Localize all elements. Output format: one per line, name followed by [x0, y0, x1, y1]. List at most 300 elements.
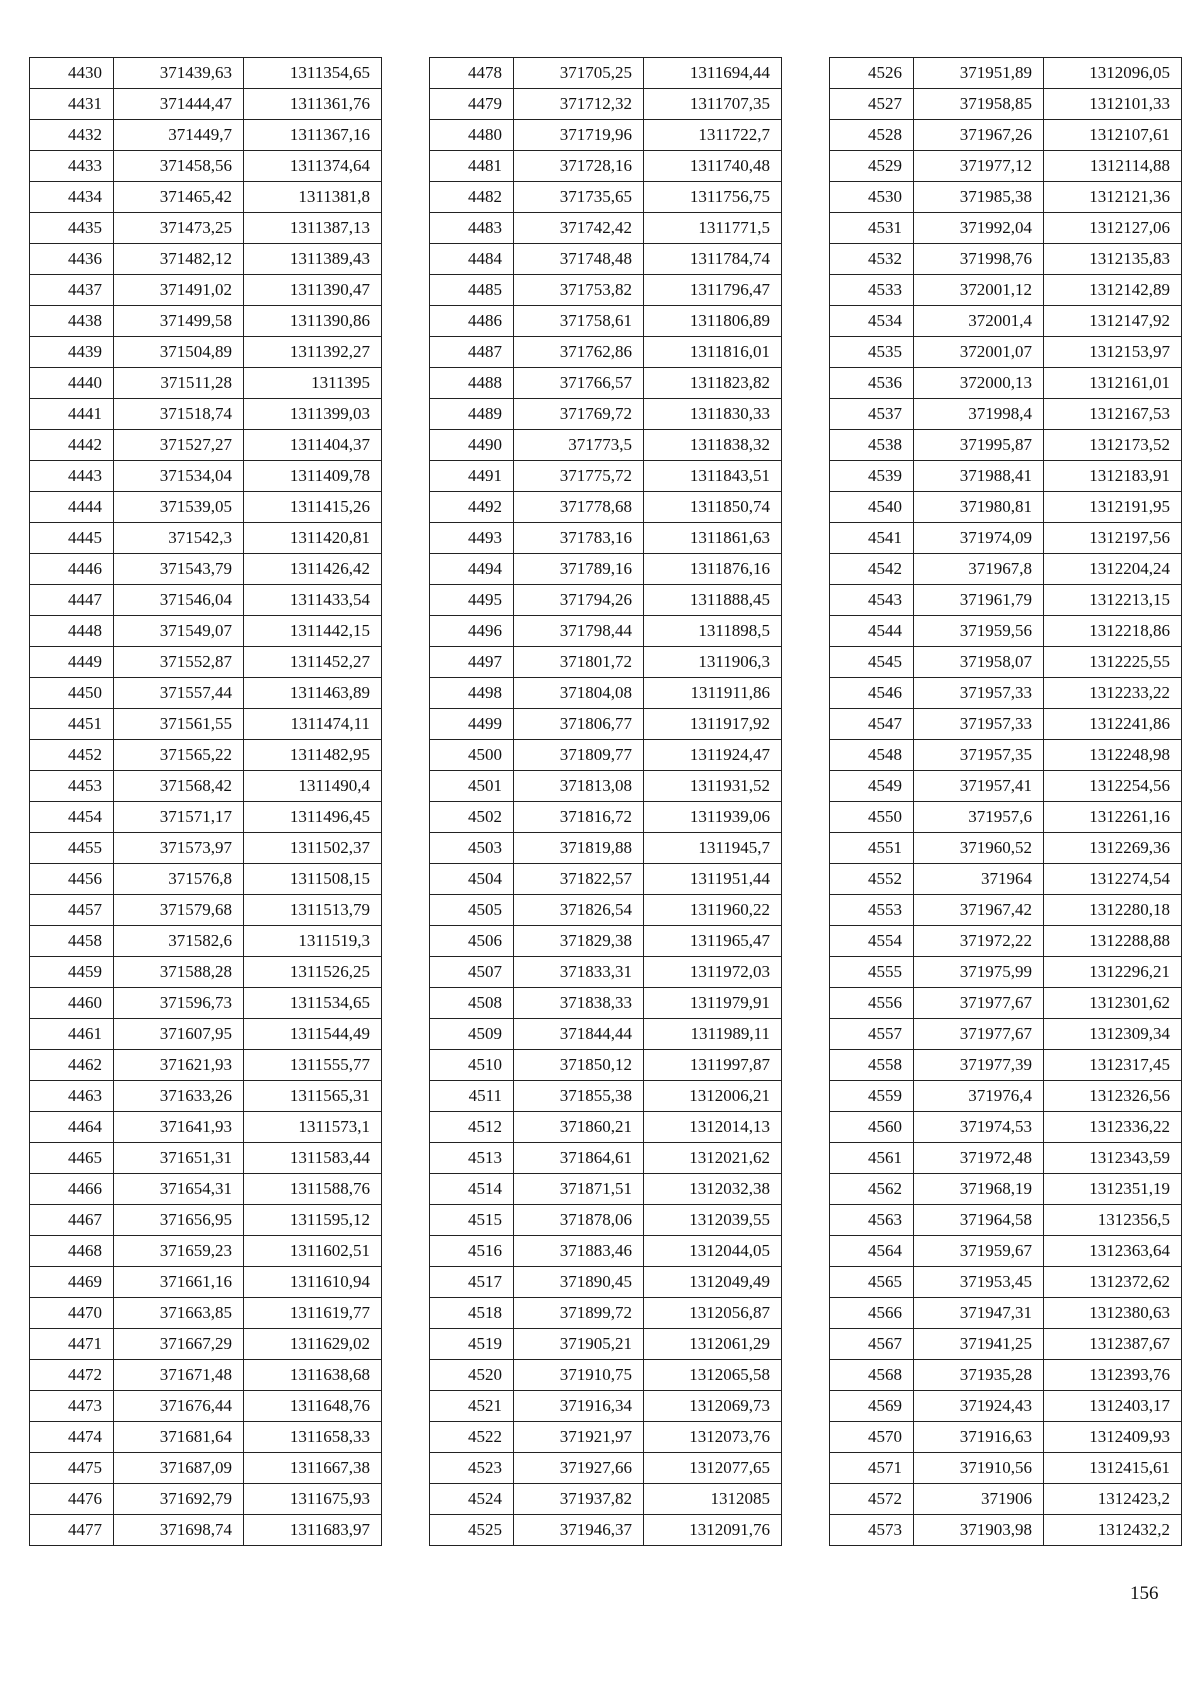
y-coordinate-cell: 1311850,74	[644, 492, 782, 523]
table-row	[430, 1205, 782, 1236]
table-row	[830, 1329, 1182, 1360]
y-coordinate-cell: 1312393,76	[1044, 1360, 1182, 1391]
table-row	[830, 926, 1182, 957]
y-coordinate-cell: 1311420,81	[244, 523, 382, 554]
x-coordinate-cell: 371968,19	[914, 1174, 1044, 1205]
y-coordinate-cell: 1311354,65	[244, 58, 382, 89]
point-number-cell: 4443	[30, 461, 114, 492]
y-coordinate-cell: 1311972,03	[644, 957, 782, 988]
y-coordinate-cell: 1311387,13	[244, 213, 382, 244]
point-number-cell: 4493	[430, 523, 514, 554]
y-coordinate-cell: 1311911,86	[644, 678, 782, 709]
x-coordinate-cell: 371899,72	[514, 1298, 644, 1329]
table-row	[30, 523, 382, 554]
x-coordinate-cell: 372001,07	[914, 337, 1044, 368]
x-coordinate-cell: 371903,98	[914, 1515, 1044, 1546]
table-row	[430, 1422, 782, 1453]
point-number-cell: 4447	[30, 585, 114, 616]
point-number-cell: 4498	[430, 678, 514, 709]
point-number-cell: 4555	[830, 957, 914, 988]
table-row	[30, 1391, 382, 1422]
point-number-cell: 4487	[430, 337, 514, 368]
table-row	[30, 802, 382, 833]
table-row	[30, 1298, 382, 1329]
x-coordinate-cell: 371728,16	[514, 151, 644, 182]
y-coordinate-cell: 1311482,95	[244, 740, 382, 771]
y-coordinate-cell: 1311610,94	[244, 1267, 382, 1298]
table-row	[30, 337, 382, 368]
table-row	[430, 244, 782, 275]
x-coordinate-cell: 371549,07	[114, 616, 244, 647]
table-row	[430, 461, 782, 492]
y-coordinate-cell: 1311945,7	[644, 833, 782, 864]
table-row	[830, 1484, 1182, 1515]
point-number-cell: 4496	[430, 616, 514, 647]
table-row	[30, 740, 382, 771]
x-coordinate-cell: 371552,87	[114, 647, 244, 678]
point-number-cell: 4511	[430, 1081, 514, 1112]
table-row	[830, 1453, 1182, 1484]
table-row	[830, 306, 1182, 337]
table-row	[830, 492, 1182, 523]
table-row	[430, 1174, 782, 1205]
table-row	[430, 709, 782, 740]
y-coordinate-cell: 1311675,93	[244, 1484, 382, 1515]
x-coordinate-cell: 371916,34	[514, 1391, 644, 1422]
y-coordinate-cell: 1312274,54	[1044, 864, 1182, 895]
y-coordinate-cell: 1312296,21	[1044, 957, 1182, 988]
y-coordinate-cell: 1312021,62	[644, 1143, 782, 1174]
y-coordinate-cell: 1311816,01	[644, 337, 782, 368]
point-number-cell: 4566	[830, 1298, 914, 1329]
point-number-cell: 4514	[430, 1174, 514, 1205]
y-coordinate-cell: 1312415,61	[1044, 1453, 1182, 1484]
x-coordinate-cell: 371822,57	[514, 864, 644, 895]
y-coordinate-cell: 1312317,45	[1044, 1050, 1182, 1081]
table-row	[30, 926, 382, 957]
x-coordinate-cell: 371681,64	[114, 1422, 244, 1453]
x-coordinate-cell: 371801,72	[514, 647, 644, 678]
point-number-cell: 4565	[830, 1267, 914, 1298]
point-number-cell: 4462	[30, 1050, 114, 1081]
x-coordinate-cell: 371769,72	[514, 399, 644, 430]
point-number-cell: 4497	[430, 647, 514, 678]
point-number-cell: 4438	[30, 306, 114, 337]
point-number-cell: 4459	[30, 957, 114, 988]
y-coordinate-cell: 1311619,77	[244, 1298, 382, 1329]
x-coordinate-cell: 371833,31	[514, 957, 644, 988]
point-number-cell: 4471	[30, 1329, 114, 1360]
x-coordinate-cell: 371974,09	[914, 523, 1044, 554]
y-coordinate-cell: 1311906,3	[644, 647, 782, 678]
y-coordinate-cell: 1311939,06	[644, 802, 782, 833]
x-coordinate-cell: 371946,37	[514, 1515, 644, 1546]
x-coordinate-cell: 371974,53	[914, 1112, 1044, 1143]
point-number-cell: 4467	[30, 1205, 114, 1236]
table-row	[830, 1267, 1182, 1298]
point-number-cell: 4507	[430, 957, 514, 988]
x-coordinate-cell: 371449,7	[114, 120, 244, 151]
x-coordinate-cell: 371641,93	[114, 1112, 244, 1143]
point-number-cell: 4452	[30, 740, 114, 771]
table-row	[830, 1143, 1182, 1174]
x-coordinate-cell: 371958,07	[914, 647, 1044, 678]
table-row	[830, 430, 1182, 461]
y-coordinate-cell: 1311474,11	[244, 709, 382, 740]
point-number-cell: 4450	[30, 678, 114, 709]
x-coordinate-cell: 371656,95	[114, 1205, 244, 1236]
y-coordinate-cell: 1311796,47	[644, 275, 782, 306]
y-coordinate-cell: 1312049,49	[644, 1267, 782, 1298]
table-row	[830, 833, 1182, 864]
table-row	[30, 58, 382, 89]
table-row	[830, 1360, 1182, 1391]
y-coordinate-cell: 1311989,11	[644, 1019, 782, 1050]
x-coordinate-cell: 371579,68	[114, 895, 244, 926]
y-coordinate-cell: 1312107,61	[1044, 120, 1182, 151]
point-number-cell: 4529	[830, 151, 914, 182]
point-number-cell: 4454	[30, 802, 114, 833]
point-number-cell: 4439	[30, 337, 114, 368]
table-row	[830, 957, 1182, 988]
table-row	[30, 616, 382, 647]
table-row	[830, 399, 1182, 430]
x-coordinate-cell: 371607,95	[114, 1019, 244, 1050]
table-row	[830, 1019, 1182, 1050]
x-coordinate-cell: 371826,54	[514, 895, 644, 926]
y-coordinate-cell: 1311965,47	[644, 926, 782, 957]
x-coordinate-cell: 371967,26	[914, 120, 1044, 151]
table-row	[30, 1019, 382, 1050]
y-coordinate-cell: 1312065,58	[644, 1360, 782, 1391]
y-coordinate-cell: 1311490,4	[244, 771, 382, 802]
x-coordinate-cell: 371789,16	[514, 554, 644, 585]
table-row	[830, 678, 1182, 709]
y-coordinate-cell: 1312127,06	[1044, 213, 1182, 244]
point-number-cell: 4524	[430, 1484, 514, 1515]
y-coordinate-cell: 1312225,55	[1044, 647, 1182, 678]
table-row	[430, 833, 782, 864]
table-row	[30, 771, 382, 802]
point-number-cell: 4557	[830, 1019, 914, 1050]
y-coordinate-cell: 1312343,59	[1044, 1143, 1182, 1174]
point-number-cell: 4509	[430, 1019, 514, 1050]
table-row	[430, 1298, 782, 1329]
point-number-cell: 4475	[30, 1453, 114, 1484]
y-coordinate-cell: 1312403,17	[1044, 1391, 1182, 1422]
y-coordinate-cell: 1311426,42	[244, 554, 382, 585]
x-coordinate-cell: 371596,73	[114, 988, 244, 1019]
table-row	[430, 399, 782, 430]
table-row	[830, 1298, 1182, 1329]
point-number-cell: 4484	[430, 244, 514, 275]
y-coordinate-cell: 1311667,38	[244, 1453, 382, 1484]
point-number-cell: 4535	[830, 337, 914, 368]
table-row	[30, 1267, 382, 1298]
table-row	[430, 1050, 782, 1081]
y-coordinate-cell: 1312423,2	[1044, 1484, 1182, 1515]
y-coordinate-cell: 1312254,56	[1044, 771, 1182, 802]
x-coordinate-cell: 371924,43	[914, 1391, 1044, 1422]
table-row	[830, 988, 1182, 1019]
point-number-cell: 4481	[430, 151, 514, 182]
y-coordinate-cell: 1312077,65	[644, 1453, 782, 1484]
table-row	[430, 368, 782, 399]
x-coordinate-cell: 371937,82	[514, 1484, 644, 1515]
x-coordinate-cell: 371667,29	[114, 1329, 244, 1360]
table-row	[430, 895, 782, 926]
x-coordinate-cell: 371473,25	[114, 213, 244, 244]
point-number-cell: 4538	[830, 430, 914, 461]
point-number-cell: 4486	[430, 306, 514, 337]
table-row	[830, 616, 1182, 647]
y-coordinate-cell: 1311861,63	[644, 523, 782, 554]
table-row	[30, 554, 382, 585]
point-number-cell: 4571	[830, 1453, 914, 1484]
point-number-cell: 4477	[30, 1515, 114, 1546]
point-number-cell: 4547	[830, 709, 914, 740]
x-coordinate-cell: 371947,31	[914, 1298, 1044, 1329]
table-row	[30, 461, 382, 492]
x-coordinate-cell: 371910,75	[514, 1360, 644, 1391]
table-row	[430, 523, 782, 554]
point-number-cell: 4515	[430, 1205, 514, 1236]
table-row	[830, 895, 1182, 926]
y-coordinate-cell: 1311415,26	[244, 492, 382, 523]
table-row	[430, 1515, 782, 1546]
x-coordinate-cell: 371568,42	[114, 771, 244, 802]
x-coordinate-cell: 371543,79	[114, 554, 244, 585]
x-coordinate-cell: 372001,4	[914, 306, 1044, 337]
y-coordinate-cell: 1311583,44	[244, 1143, 382, 1174]
x-coordinate-cell: 371921,97	[514, 1422, 644, 1453]
y-coordinate-cell: 1312191,95	[1044, 492, 1182, 523]
table-row	[830, 647, 1182, 678]
table-row	[430, 585, 782, 616]
x-coordinate-cell: 371819,88	[514, 833, 644, 864]
x-coordinate-cell: 371748,48	[514, 244, 644, 275]
y-coordinate-cell: 1312114,88	[1044, 151, 1182, 182]
x-coordinate-cell: 371798,44	[514, 616, 644, 647]
y-coordinate-cell: 1311463,89	[244, 678, 382, 709]
y-coordinate-cell: 1312073,76	[644, 1422, 782, 1453]
x-coordinate-cell: 371712,32	[514, 89, 644, 120]
point-number-cell: 4474	[30, 1422, 114, 1453]
table-row	[430, 864, 782, 895]
point-number-cell: 4465	[30, 1143, 114, 1174]
point-number-cell: 4436	[30, 244, 114, 275]
x-coordinate-cell: 371951,89	[914, 58, 1044, 89]
x-coordinate-cell: 371910,56	[914, 1453, 1044, 1484]
x-coordinate-cell: 371906	[914, 1484, 1044, 1515]
x-coordinate-cell: 371654,31	[114, 1174, 244, 1205]
x-coordinate-cell: 371967,8	[914, 554, 1044, 585]
y-coordinate-cell: 1311409,78	[244, 461, 382, 492]
table-row	[830, 1515, 1182, 1546]
y-coordinate-cell: 1311823,82	[644, 368, 782, 399]
y-coordinate-cell: 1311374,64	[244, 151, 382, 182]
point-number-cell: 4485	[430, 275, 514, 306]
table-row	[430, 151, 782, 182]
point-number-cell: 4564	[830, 1236, 914, 1267]
x-coordinate-cell: 371504,89	[114, 337, 244, 368]
x-coordinate-cell: 371977,12	[914, 151, 1044, 182]
x-coordinate-cell: 371439,63	[114, 58, 244, 89]
y-coordinate-cell: 1312061,29	[644, 1329, 782, 1360]
table-row	[430, 306, 782, 337]
point-number-cell: 4534	[830, 306, 914, 337]
table-row	[830, 120, 1182, 151]
x-coordinate-cell: 371518,74	[114, 399, 244, 430]
x-coordinate-cell: 371878,06	[514, 1205, 644, 1236]
point-number-cell: 4499	[430, 709, 514, 740]
x-coordinate-cell: 371959,67	[914, 1236, 1044, 1267]
y-coordinate-cell: 1312204,24	[1044, 554, 1182, 585]
y-coordinate-cell: 1311392,27	[244, 337, 382, 368]
table-row	[30, 430, 382, 461]
x-coordinate-cell: 371988,41	[914, 461, 1044, 492]
y-coordinate-cell: 1312039,55	[644, 1205, 782, 1236]
table-row	[30, 833, 382, 864]
point-number-cell: 4455	[30, 833, 114, 864]
y-coordinate-cell: 1311602,51	[244, 1236, 382, 1267]
table-row	[30, 1484, 382, 1515]
x-coordinate-cell: 371687,09	[114, 1453, 244, 1484]
x-coordinate-cell: 371794,26	[514, 585, 644, 616]
y-coordinate-cell: 1312326,56	[1044, 1081, 1182, 1112]
x-coordinate-cell: 371975,99	[914, 957, 1044, 988]
x-coordinate-cell: 371565,22	[114, 740, 244, 771]
table-row	[430, 1391, 782, 1422]
table-row	[830, 244, 1182, 275]
y-coordinate-cell: 1311496,45	[244, 802, 382, 833]
point-number-cell: 4446	[30, 554, 114, 585]
y-coordinate-cell: 1312372,62	[1044, 1267, 1182, 1298]
point-number-cell: 4558	[830, 1050, 914, 1081]
point-number-cell: 4434	[30, 182, 114, 213]
x-coordinate-cell: 371663,85	[114, 1298, 244, 1329]
point-number-cell: 4567	[830, 1329, 914, 1360]
point-number-cell: 4518	[430, 1298, 514, 1329]
x-coordinate-cell: 371783,16	[514, 523, 644, 554]
point-number-cell: 4527	[830, 89, 914, 120]
y-coordinate-cell: 1311917,92	[644, 709, 782, 740]
point-number-cell: 4553	[830, 895, 914, 926]
x-coordinate-cell: 371705,25	[514, 58, 644, 89]
y-coordinate-cell: 1311367,16	[244, 120, 382, 151]
x-coordinate-cell: 371927,66	[514, 1453, 644, 1484]
x-coordinate-cell: 371542,3	[114, 523, 244, 554]
point-number-cell: 4560	[830, 1112, 914, 1143]
x-coordinate-cell: 371972,48	[914, 1143, 1044, 1174]
y-coordinate-cell: 1312044,05	[644, 1236, 782, 1267]
x-coordinate-cell: 371964,58	[914, 1205, 1044, 1236]
y-coordinate-cell: 1312096,05	[1044, 58, 1182, 89]
y-coordinate-cell: 1312309,34	[1044, 1019, 1182, 1050]
table-body	[830, 58, 1182, 1546]
y-coordinate-cell: 1311544,49	[244, 1019, 382, 1050]
point-number-cell: 4445	[30, 523, 114, 554]
x-coordinate-cell: 371692,79	[114, 1484, 244, 1515]
point-number-cell: 4442	[30, 430, 114, 461]
point-number-cell: 4556	[830, 988, 914, 1019]
point-number-cell: 4528	[830, 120, 914, 151]
point-number-cell: 4460	[30, 988, 114, 1019]
table-row	[430, 1143, 782, 1174]
table-row	[30, 678, 382, 709]
point-number-cell: 4489	[430, 399, 514, 430]
x-coordinate-cell: 371850,12	[514, 1050, 644, 1081]
y-coordinate-cell: 1311513,79	[244, 895, 382, 926]
x-coordinate-cell: 371977,67	[914, 988, 1044, 1019]
table-row	[830, 1205, 1182, 1236]
point-number-cell: 4531	[830, 213, 914, 244]
y-coordinate-cell: 1311389,43	[244, 244, 382, 275]
y-coordinate-cell: 1311707,35	[644, 89, 782, 120]
point-number-cell: 4480	[430, 120, 514, 151]
x-coordinate-cell: 371719,96	[514, 120, 644, 151]
table-row	[30, 709, 382, 740]
y-coordinate-cell: 1311555,77	[244, 1050, 382, 1081]
point-number-cell: 4472	[30, 1360, 114, 1391]
x-coordinate-cell: 371546,04	[114, 585, 244, 616]
y-coordinate-cell: 1312261,16	[1044, 802, 1182, 833]
table-row	[430, 1112, 782, 1143]
point-number-cell: 4546	[830, 678, 914, 709]
point-number-cell: 4469	[30, 1267, 114, 1298]
y-coordinate-cell: 1311573,1	[244, 1112, 382, 1143]
table-row	[430, 89, 782, 120]
x-coordinate-cell: 371844,44	[514, 1019, 644, 1050]
table-row	[830, 585, 1182, 616]
y-coordinate-cell: 1311526,25	[244, 957, 382, 988]
point-number-cell: 4570	[830, 1422, 914, 1453]
x-coordinate-cell: 371773,5	[514, 430, 644, 461]
point-number-cell: 4551	[830, 833, 914, 864]
x-coordinate-cell: 371671,48	[114, 1360, 244, 1391]
table-row	[30, 151, 382, 182]
y-coordinate-cell: 1312380,63	[1044, 1298, 1182, 1329]
table-row	[30, 1422, 382, 1453]
x-coordinate-cell: 371762,86	[514, 337, 644, 368]
x-coordinate-cell: 371482,12	[114, 244, 244, 275]
point-number-cell: 4449	[30, 647, 114, 678]
y-coordinate-cell: 1311898,5	[644, 616, 782, 647]
x-coordinate-cell: 371458,56	[114, 151, 244, 182]
table-row	[30, 89, 382, 120]
table-row	[430, 647, 782, 678]
point-number-cell: 4543	[830, 585, 914, 616]
y-coordinate-cell: 1311442,15	[244, 616, 382, 647]
y-coordinate-cell: 1311830,33	[644, 399, 782, 430]
table-row	[30, 988, 382, 1019]
y-coordinate-cell: 1311784,74	[644, 244, 782, 275]
point-number-cell: 4431	[30, 89, 114, 120]
point-number-cell: 4432	[30, 120, 114, 151]
y-coordinate-cell: 1312006,21	[644, 1081, 782, 1112]
table-row	[830, 368, 1182, 399]
point-number-cell: 4569	[830, 1391, 914, 1422]
table-row	[830, 554, 1182, 585]
table-row	[30, 1174, 382, 1205]
table-row	[430, 616, 782, 647]
point-number-cell: 4492	[430, 492, 514, 523]
point-number-cell: 4536	[830, 368, 914, 399]
table-row	[430, 1360, 782, 1391]
x-coordinate-cell: 371499,58	[114, 306, 244, 337]
y-coordinate-cell: 1311502,37	[244, 833, 382, 864]
x-coordinate-cell: 371753,82	[514, 275, 644, 306]
